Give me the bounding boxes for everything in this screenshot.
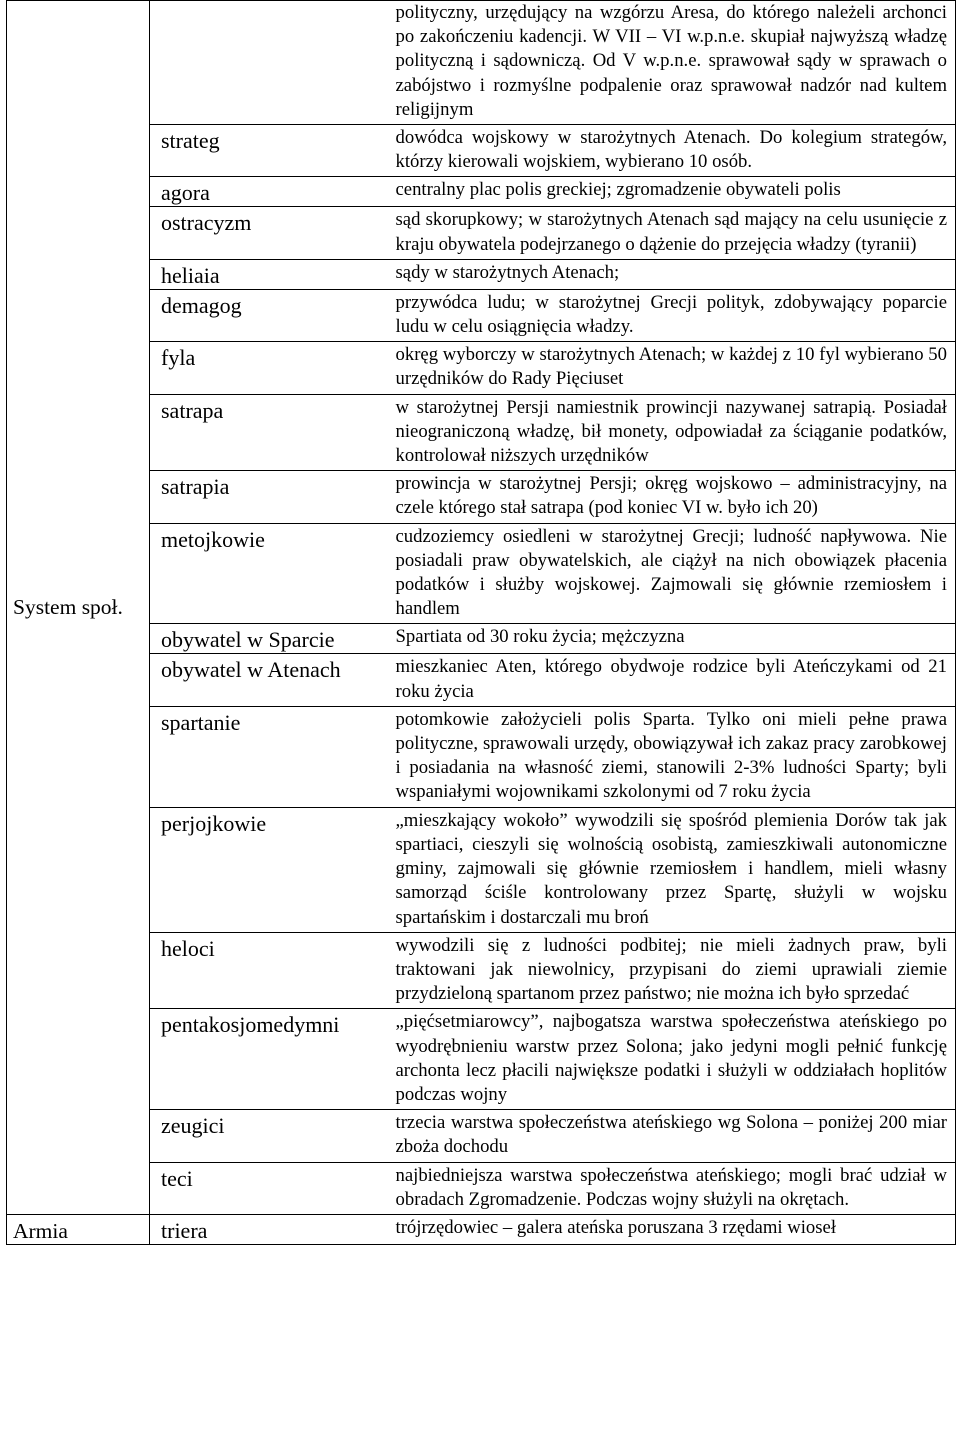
definition-cell [374, 259, 956, 289]
term-label: obywatel w Sparcie [161, 627, 335, 653]
term-label: satrapia [161, 474, 230, 500]
table-row [7, 706, 956, 807]
table-row [7, 1214, 956, 1244]
definition-text: centralny plac polis greckiej; zgromadzenie obywateli polis [395, 179, 841, 201]
term-cell [150, 342, 374, 394]
term-label: agora [161, 180, 210, 206]
term-label: fyla [161, 345, 196, 371]
term-label: satrapa [161, 397, 224, 423]
term-cell [150, 1162, 374, 1214]
table-row [7, 125, 956, 177]
category-cell-army [7, 1214, 150, 1244]
definition-cell [374, 706, 956, 807]
definition-cell [374, 932, 956, 1009]
definition-cell [374, 807, 956, 932]
term-cell [150, 259, 374, 289]
definition-text: „pięćsetmiarowcy”, najbogatsza warstwa społeczeństwa ateńskiego po wyodrębnieniu warstw przez Solona; jako jedyni mogli pełnić funkcję archonta lecz płacili największe podatki i służyli w oddziałach hoplitów podczas wojny [395, 1011, 947, 1105]
table-row [7, 932, 956, 1009]
definition-text: dowódca wojskowy w starożytnych Atenach. Do kolegium strategów, którzy kierowali wojskiem, wybierano 10 osób. [395, 127, 947, 173]
definition-text: okręg wyborczy w starożytnych Atenach; w każdej z 10 fyl wybierano 50 urzędników do Rady Pięciuset [395, 344, 947, 390]
table-row [7, 1162, 956, 1214]
term-cell [150, 932, 374, 1009]
table-row [7, 394, 956, 471]
definition-cell [374, 523, 956, 624]
term-cell [150, 1, 374, 125]
term-cell [150, 523, 374, 624]
definition-text: trójrzędowiec – galera ateńska poruszana 3 rzędami wioseł [395, 1216, 837, 1238]
definition-cell [374, 1, 956, 125]
table-row [7, 471, 956, 523]
term-label: ostracyzm [161, 210, 252, 236]
term-cell [150, 1009, 374, 1110]
table-row [7, 289, 956, 341]
table-row [7, 624, 956, 654]
term-label: spartanie [161, 709, 241, 735]
table-row [7, 1110, 956, 1162]
definition-text: sądy w starożytnych Atenach; [395, 261, 620, 283]
category-cell-system [7, 1, 150, 1215]
definition-cell [374, 125, 956, 177]
table-row [7, 259, 956, 289]
definition-text: potomkowie założycieli polis Sparta. Tylko oni mieli pełne prawa polityczne, sprawowali urzędy, obowiązywał ich zakaz pracy zarobkowej i posiadania na własność ziemi, stanowili 2-3% ludności Sparty; byli wspaniałymi wojownikami szkolonymi od 7 roku życia [395, 708, 947, 803]
table-row [7, 177, 956, 207]
term-cell [150, 706, 374, 807]
term-cell [150, 654, 374, 706]
definition-cell [374, 1162, 956, 1214]
term-label: heliaia [161, 262, 220, 288]
definition-text: wywodzili się z ludności podbitej; nie mieli żadnych praw, byli traktowani jak niewolnicy, przypisani do ziemi uprawiali ziemie przydzieloną spartanom przez państwo; nie można ich było sprzedać [395, 934, 947, 1005]
term-cell [150, 289, 374, 341]
term-cell [150, 807, 374, 932]
definition-cell [374, 471, 956, 523]
term-label: triera [161, 1217, 208, 1243]
definition-text: sąd skorupkowy; w starożytnych Atenach sąd mający na celu usunięcie z kraju obywatela podejrzanego o dążenie do przejęcia władzy (tyranii) [395, 209, 947, 255]
table-row [7, 342, 956, 394]
definition-text: prowincja w starożytnej Persji; okręg wojskowo – administracyjny, na czele którego stał satrapa (pod koniec VI w. było ich 20) [395, 473, 947, 519]
definition-cell [374, 1214, 956, 1244]
definition-text: Spartiata od 30 roku życia; mężczyzna [395, 626, 685, 648]
definition-cell [374, 394, 956, 471]
term-cell [150, 1214, 374, 1244]
table-row [7, 523, 956, 624]
term-label: teci [161, 1165, 193, 1191]
term-cell [150, 207, 374, 259]
definition-text: najbiedniejsza warstwa społeczeństwa ateńskiego; mogli brać udział w obradach Zgromadzenie. Podczas wojny służyli na okrętach. [395, 1164, 947, 1210]
definition-text: „mieszkający wokoło” wywodzili się spośród plemienia Dorów tak jak spartiaci, cieszyli się wolnością osobistą, zamieszkiwali autonomiczne gminy, zajmowali się głównie rzemiosłem i handlem, mieli własny samorząd ściśle kontrolowany przez Spartę, służyli w wojsku spartańskim i dostarczali mu broń [395, 809, 947, 928]
definition-cell [374, 289, 956, 341]
term-label: demagog [161, 292, 242, 318]
term-label: perjojkowie [161, 810, 267, 836]
definition-cell [374, 342, 956, 394]
definition-cell [374, 207, 956, 259]
definition-cell [374, 654, 956, 706]
category-label: Armia [13, 1218, 68, 1243]
term-cell [150, 394, 374, 471]
glossary-table [6, 0, 956, 1245]
definition-cell [374, 624, 956, 654]
definition-text: trzecia warstwa społeczeństwa ateńskiego wg Solona – poniżej 200 miar zboża dochodu [395, 1112, 947, 1158]
term-label: zeugici [161, 1113, 225, 1139]
definition-cell [374, 1110, 956, 1162]
term-label: strateg [161, 128, 220, 154]
table-row [7, 207, 956, 259]
table-row [7, 1009, 956, 1110]
definition-text: w starożytnej Persji namiestnik prowincji nazywanej satrapią. Posiadał nieograniczoną władzę, bił monety, odpowiadał za ściąganie podatków, kontrolował niższych urzędników [395, 396, 947, 467]
term-label: metojkowie [161, 526, 265, 552]
definition-cell [374, 177, 956, 207]
definition-text: cudzoziemcy osiedleni w starożytnej Grecji; ludność napływowa. Nie posiadali praw obywatelskich, ale ciążył na nich obowiązek płacenia podatków i służby wojskowej. Zajmowali się głównie rzemiosłem i handlem [395, 525, 947, 620]
category-label: System społ. [13, 594, 123, 619]
table-row [7, 1, 956, 125]
definition-cell [374, 1009, 956, 1110]
term-cell [150, 177, 374, 207]
term-label: obywatel w Atenach [161, 657, 341, 683]
definition-text: mieszkaniec Aten, którego obydwoje rodzice byli Ateńczykami od 21 roku życia [395, 656, 947, 702]
document-page [6, 0, 956, 1450]
table-row [7, 654, 956, 706]
definition-text: przywódca ludu; w starożytnej Grecji polityk, zdobywający poparcie ludu w celu osiągnięcia władzy. [395, 291, 947, 338]
term-cell [150, 1110, 374, 1162]
definition-text: polityczny, urzędujący na wzgórzu Aresa, do którego należeli archonci po zakończeniu kadencji. W VII – VI w.p.n.e. skupiał najwyższą władzę polityczną i sądowniczą. Od V w.p.n.e. sprawował sądy w sprawach o zabójstwo i rozmyślne podpalenie oraz sprawował nadzór nad kultem religijnym [395, 2, 947, 120]
term-cell [150, 624, 374, 654]
term-label: heloci [161, 935, 215, 961]
term-cell [150, 471, 374, 523]
term-label: pentakosjomedymni [161, 1012, 340, 1038]
term-cell [150, 125, 374, 177]
table-row [7, 807, 956, 932]
